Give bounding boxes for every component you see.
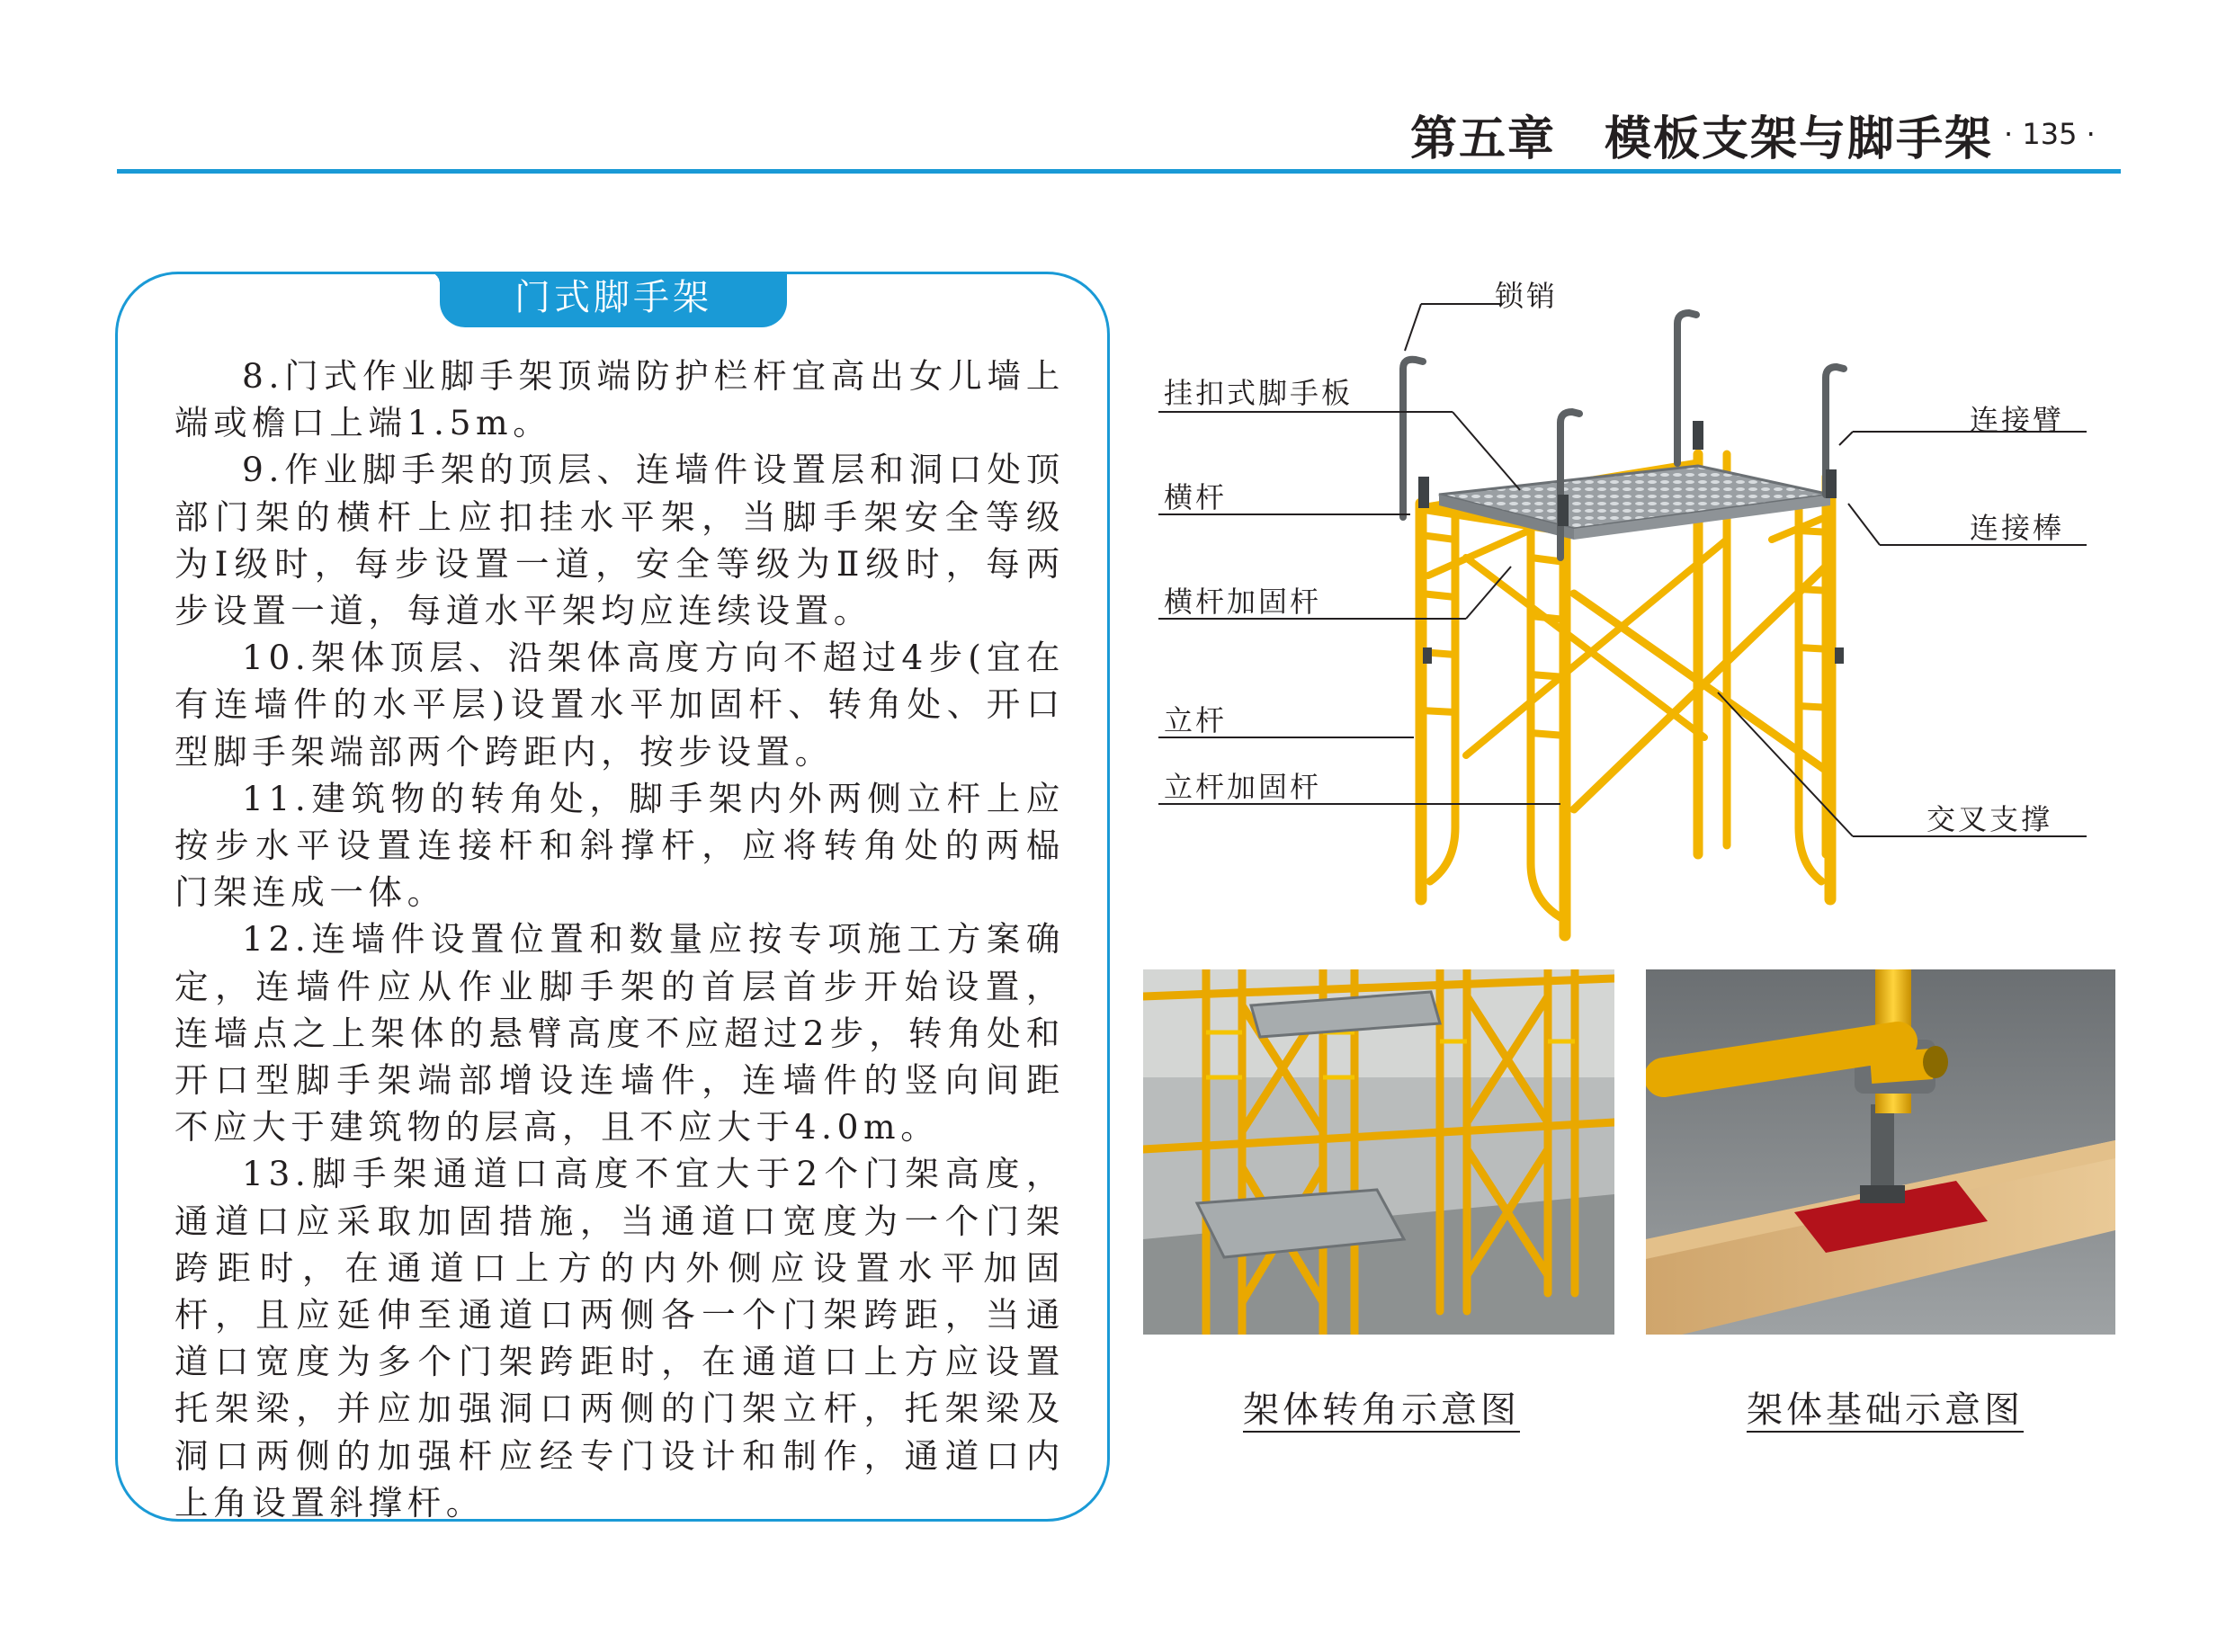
paragraph-10: 10.架体顶层、沿架体高度方向不超过4步(宜在有连墙件的水平层)设置水平加固杆、转角处、开口型脚手架端部两个跨距内，按步设置。 — [174, 638, 1065, 772]
paragraph-9: 9.作业脚手架的顶层、连墙件设置层和洞口处顶部门架的横杆上应扣挂水平架，当脚手架安全等级为Ⅰ级时，每步设置一道，安全等级为Ⅱ级时，每两步设置一道，每道水平架均应连续设置。 — [174, 450, 1065, 631]
label-connect-arm: 连接臂 — [1970, 403, 2065, 437]
paragraph-13: 13.脚手架通道口高度不宜大于2个门架高度，通道口应采取加固措施，当通道口宽度为一个门架跨距时，在通道口上方的内外侧应设置水平加固杆，且应延伸至通道口两侧各一个门架跨距，当通道口宽度为多个门架跨距时，在通道口上方应设置托架梁，并应加强洞口两侧的门架立杆，托架梁及洞口两侧的加强杆应经专门设计和制作，通道口内上角设置斜撑杆。 — [174, 1154, 1065, 1523]
paragraph-12: 12.连墙件设置位置和数量应按专项施工方案确定，连墙件应从作业脚手架的首层首步开始设置，连墙点之上架体的悬臂高度不应超过2步，转角处和开口型脚手架端部增设连墙件，连墙件的竖向间距不应大于建筑物的层高，且不应大于4.0m。 — [174, 919, 1065, 1147]
base-render-image — [1646, 969, 2115, 1335]
paragraph-11: 11.建筑物的转角处，脚手架内外两侧立杆上应按步水平设置连接杆和斜撑杆，应将转角处的两榀门架连成一体。 — [174, 778, 1065, 913]
section-body — [174, 353, 1065, 1526]
header-rule — [117, 169, 2121, 174]
section-tab: 门式脚手架 — [440, 272, 787, 327]
scaffold-diagram — [1142, 270, 2114, 962]
label-connect-rod: 连接棒 — [1970, 511, 2065, 545]
label-hook-board: 挂扣式脚手板 — [1164, 376, 1354, 410]
photo-frame-base — [1646, 969, 2115, 1335]
photo-frame-corner — [1143, 969, 1614, 1335]
page-number: · 135 · — [2004, 117, 2096, 151]
label-crossbar: 横杆 — [1164, 480, 1228, 514]
chapter-title: 第五章 模板支架与脚手架 — [1410, 112, 1994, 166]
caption-corner: 架体转角示意图 — [1243, 1389, 1520, 1431]
label-crossbar-brace: 横杆加固杆 — [1164, 585, 1322, 619]
caption-base: 架体基础示意图 — [1747, 1389, 2024, 1431]
corner-render-image — [1143, 969, 1614, 1335]
label-upright: 立杆 — [1164, 703, 1228, 737]
label-upright-brace: 立杆加固杆 — [1164, 770, 1322, 804]
paragraph-8: 8.门式作业脚手架顶端防护栏杆宜高出女儿墙上端或檐口上端1.5m。 — [174, 356, 1065, 443]
label-lock-pin: 锁销 — [1495, 279, 1559, 313]
label-cross-brace: 交叉支撑 — [1927, 802, 2053, 836]
